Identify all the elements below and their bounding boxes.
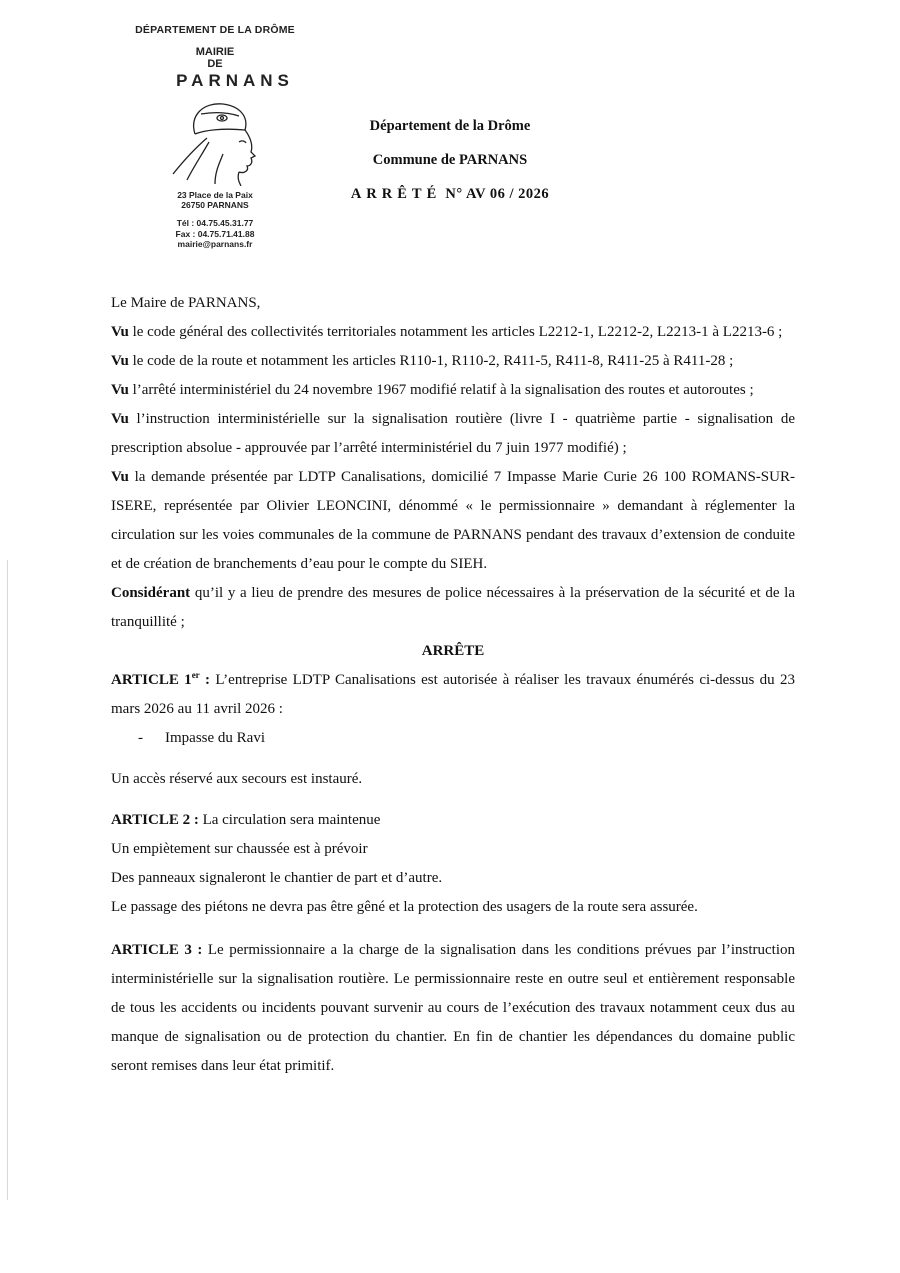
- vu-text: le code de la route et notamment les articles R110-1, R110-2, R411-5, R411-8, R411-25 à R411-28 ;: [128, 353, 734, 369]
- letterhead-address-line1: 23 Place de la Paix: [177, 190, 253, 200]
- letterhead-address-line2: 26750 PARNANS: [181, 200, 249, 210]
- vu-text: le code général des collectivités territoriales notamment les articles L2212-1, L2212-2, L2213-1 à L2213-6 ;: [128, 324, 783, 340]
- letterhead: [110, 24, 320, 250]
- considerant-text: qu’il y a lieu de prendre des mesures de police nécessaires à la préservation de la sécurité et de la tranquillité ;: [111, 585, 795, 630]
- vu-paragraph-1: [111, 318, 795, 347]
- vu-label: Vu: [111, 411, 129, 427]
- article-3: [111, 936, 795, 1081]
- considerant-paragraph: [111, 579, 795, 637]
- article-1-label-text: ARTICLE 1: [111, 672, 192, 688]
- letterhead-department: DÉPARTEMENT DE LA DRÔME: [135, 24, 295, 36]
- vu-paragraph-2: [111, 347, 795, 376]
- list-item-text: Impasse du Ravi: [165, 730, 265, 746]
- vu-text: l’arrêté interministériel du 24 novembre 1967 modifié relatif à la signalisation des routes et autoroutes ;: [128, 382, 754, 398]
- vu-paragraph-4: [111, 405, 795, 463]
- article-2-text: La circulation sera maintenue: [198, 812, 381, 828]
- list-dash: -: [138, 730, 143, 746]
- article-2: [111, 806, 795, 835]
- header-commune: Commune de PARNANS: [372, 152, 528, 168]
- article-1-colon: :: [199, 672, 211, 688]
- spacer: [111, 753, 795, 765]
- vu-label: Vu: [111, 382, 129, 398]
- article-1: [111, 666, 795, 724]
- letterhead-town: PARNANS: [176, 71, 294, 90]
- header-arrete-number: [330, 186, 570, 202]
- spacer: [111, 794, 795, 806]
- header-arrete-word: ARRÊTÉ: [350, 186, 442, 202]
- letterhead-mairie: MAIRIE: [195, 46, 235, 58]
- header-arrete-id: N° AV 06 / 2026: [445, 186, 550, 202]
- vu-label: Vu: [111, 353, 129, 369]
- vu-label: Vu: [111, 469, 129, 485]
- letterhead-fax: Fax : 04.75.71.41.88: [175, 228, 255, 239]
- vu-paragraph-5: [111, 463, 795, 579]
- letterhead-de: DE: [207, 58, 223, 70]
- vu-text: la demande présentée par LDTP Canalisations, domicilié 7 Impasse Marie Curie 26 100 ROMANS-SUR-ISERE, représentée par Olivier LEONCINI, dénommé « le permissionnaire » demandant à réglementer la circulation sur les voies communales de la commune de PARNANS pendant des travaux d’extension de conduite et de création de branchements d’eau pour le compte du SIEH.: [111, 469, 795, 572]
- vu-paragraph-3: [111, 376, 795, 405]
- arrete-title: ARRÊTE: [421, 643, 485, 659]
- article-2-line-3: Des panneaux signaleront le chantier de part et d’autre.: [111, 870, 443, 886]
- letterhead-address: [110, 190, 320, 210]
- article-1-label: [111, 672, 210, 688]
- vu-text: l’instruction interministérielle sur la signalisation routière (livre I - quatrième partie - signalisation de prescription absolue - approuvée par l’arrêté interministériel du 7 juin 1977 modifié) ;: [111, 411, 795, 456]
- article-1-sup: er: [191, 670, 200, 680]
- document-body: [111, 289, 795, 1081]
- letterhead-email[interactable]: mairie@parnans.fr: [177, 239, 253, 249]
- header-department: Département de la Drôme: [369, 118, 531, 134]
- intro-line: Le Maire de PARNANS,: [111, 295, 261, 311]
- considerant-label: Considérant: [111, 585, 191, 601]
- article-2-line-2: Un empiètement sur chaussée est à prévoir: [111, 841, 368, 857]
- article-2-line-4: Le passage des piétons ne devra pas être gêné et la protection des usagers de la route sera assurée.: [111, 899, 698, 915]
- letterhead-tel: Tél : 04.75.45.31.77: [176, 218, 254, 228]
- list-item: [111, 724, 795, 753]
- article-3-label: ARTICLE 3 :: [111, 942, 203, 958]
- acces-line: Un accès réservé aux secours est instauré.: [111, 771, 363, 787]
- letterhead-contact: [110, 218, 320, 250]
- scan-margin-line: [7, 560, 8, 1200]
- document-header: [330, 118, 570, 202]
- marianne-logo-icon: [165, 94, 265, 186]
- vu-label: Vu: [111, 324, 129, 340]
- spacer: [111, 922, 795, 936]
- article-1-text: L’entreprise LDTP Canalisations est autorisée à réaliser les travaux énumérés ci-dessus du 23 mars 2026 au 11 avril 2026 :: [111, 672, 796, 717]
- article-2-label: ARTICLE 2 :: [111, 812, 199, 828]
- article-3-text: Le permissionnaire a la charge de la signalisation dans les conditions prévues par l’instruction interministérielle sur la signalisation routière. Le permissionnaire reste en outre seul et entièrement responsable de tous les accidents ou incidents pouvant survenir au cours de l’exécution des travaux notamment ceux dus au manque de signalisation ou de protection du chantier. En fin de chantier les dépendances du domaine public seront remises dans leur état primitif.: [111, 942, 795, 1074]
